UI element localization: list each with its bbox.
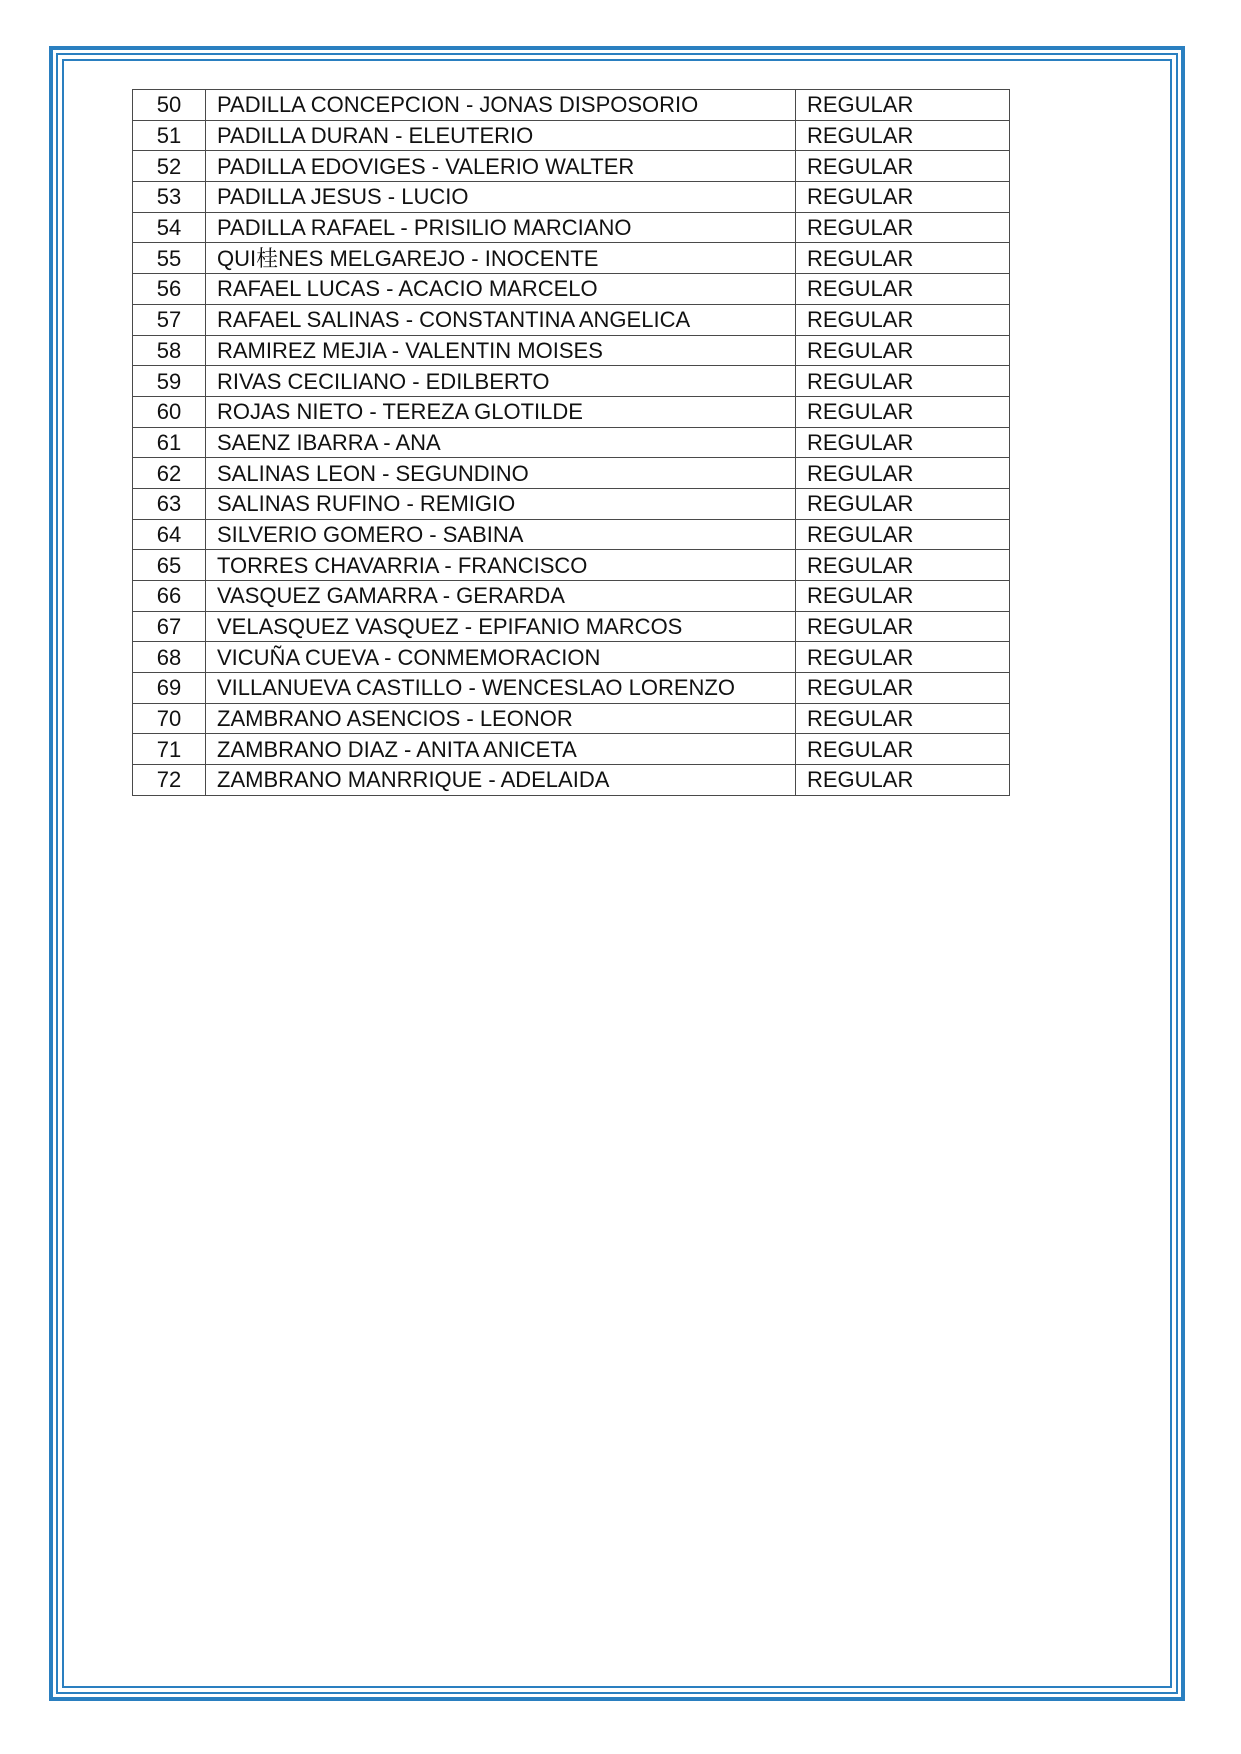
table-row: [133, 243, 1010, 274]
row-number-cell: 70: [133, 703, 206, 734]
status-cell: REGULAR: [796, 151, 1010, 182]
member-name-cell: PADILLA JESUS - LUCIO: [206, 182, 796, 213]
member-name-cell: QUI桂NES MELGAREJO - INOCENTE: [206, 243, 796, 274]
member-name-cell: VILLANUEVA CASTILLO - WENCESLAO LORENZO: [206, 673, 796, 704]
row-number-cell: 71: [133, 734, 206, 765]
member-name-cell: PADILLA RAFAEL - PRISILIO MARCIANO: [206, 212, 796, 243]
member-name-cell: VICUÑA CUEVA - CONMEMORACION: [206, 642, 796, 673]
status-cell: REGULAR: [796, 458, 1010, 489]
table-row: [133, 734, 1010, 765]
status-cell: REGULAR: [796, 212, 1010, 243]
member-name-cell: SILVERIO GOMERO - SABINA: [206, 519, 796, 550]
member-name-cell: VASQUEZ GAMARRA - GERARDA: [206, 581, 796, 612]
table-row: [133, 642, 1010, 673]
row-number-cell: 68: [133, 642, 206, 673]
table-row: [133, 673, 1010, 704]
table-row: [133, 335, 1010, 366]
status-cell: REGULAR: [796, 182, 1010, 213]
status-cell: REGULAR: [796, 243, 1010, 274]
table-row: [133, 151, 1010, 182]
row-number-cell: 69: [133, 673, 206, 704]
table-row: [133, 212, 1010, 243]
row-number-cell: 53: [133, 182, 206, 213]
row-number-cell: 60: [133, 396, 206, 427]
table-row: [133, 550, 1010, 581]
table-row: [133, 304, 1010, 335]
row-number-cell: 62: [133, 458, 206, 489]
member-name-cell: TORRES CHAVARRIA - FRANCISCO: [206, 550, 796, 581]
row-number-cell: 51: [133, 120, 206, 151]
status-cell: REGULAR: [796, 120, 1010, 151]
row-number-cell: 58: [133, 335, 206, 366]
row-number-cell: 63: [133, 488, 206, 519]
row-number-cell: 54: [133, 212, 206, 243]
row-number-cell: 59: [133, 366, 206, 397]
member-name-cell: RAFAEL SALINAS - CONSTANTINA ANGELICA: [206, 304, 796, 335]
member-name-cell: PADILLA CONCEPCION - JONAS DISPOSORIO: [206, 90, 796, 121]
status-cell: REGULAR: [796, 519, 1010, 550]
table-row: [133, 366, 1010, 397]
table-row: [133, 611, 1010, 642]
status-cell: REGULAR: [796, 581, 1010, 612]
status-cell: REGULAR: [796, 765, 1010, 796]
status-cell: REGULAR: [796, 550, 1010, 581]
member-name-cell: RIVAS CECILIANO - EDILBERTO: [206, 366, 796, 397]
table-row: [133, 703, 1010, 734]
table-row: [133, 488, 1010, 519]
row-number-cell: 61: [133, 427, 206, 458]
member-name-cell: SALINAS RUFINO - REMIGIO: [206, 488, 796, 519]
table-row: [133, 90, 1010, 121]
table-row: [133, 120, 1010, 151]
member-name-cell: ZAMBRANO MANRRIQUE - ADELAIDA: [206, 765, 796, 796]
member-name-cell: SALINAS LEON - SEGUNDINO: [206, 458, 796, 489]
table-row: [133, 519, 1010, 550]
status-cell: REGULAR: [796, 335, 1010, 366]
member-name-cell: PADILLA EDOVIGES - VALERIO WALTER: [206, 151, 796, 182]
member-name-cell: ROJAS NIETO - TEREZA GLOTILDE: [206, 396, 796, 427]
status-cell: REGULAR: [796, 734, 1010, 765]
status-cell: REGULAR: [796, 488, 1010, 519]
row-number-cell: 50: [133, 90, 206, 121]
table-row: [133, 581, 1010, 612]
status-cell: REGULAR: [796, 396, 1010, 427]
table-row: [133, 274, 1010, 305]
status-cell: REGULAR: [796, 90, 1010, 121]
status-cell: REGULAR: [796, 366, 1010, 397]
status-cell: REGULAR: [796, 611, 1010, 642]
table-row: [133, 396, 1010, 427]
table-row: [133, 458, 1010, 489]
member-roster-table: [132, 89, 1010, 796]
status-cell: REGULAR: [796, 274, 1010, 305]
status-cell: REGULAR: [796, 427, 1010, 458]
table-row: [133, 427, 1010, 458]
status-cell: REGULAR: [796, 673, 1010, 704]
row-number-cell: 57: [133, 304, 206, 335]
row-number-cell: 72: [133, 765, 206, 796]
status-cell: REGULAR: [796, 304, 1010, 335]
status-cell: REGULAR: [796, 642, 1010, 673]
row-number-cell: 52: [133, 151, 206, 182]
member-name-cell: PADILLA DURAN - ELEUTERIO: [206, 120, 796, 151]
roster-table-body: [133, 90, 1010, 796]
member-name-cell: RAMIREZ MEJIA - VALENTIN MOISES: [206, 335, 796, 366]
row-number-cell: 67: [133, 611, 206, 642]
member-name-cell: RAFAEL LUCAS - ACACIO MARCELO: [206, 274, 796, 305]
row-number-cell: 56: [133, 274, 206, 305]
row-number-cell: 55: [133, 243, 206, 274]
member-name-cell: ZAMBRANO ASENCIOS - LEONOR: [206, 703, 796, 734]
row-number-cell: 66: [133, 581, 206, 612]
member-name-cell: VELASQUEZ VASQUEZ - EPIFANIO MARCOS: [206, 611, 796, 642]
row-number-cell: 65: [133, 550, 206, 581]
member-name-cell: ZAMBRANO DIAZ - ANITA ANICETA: [206, 734, 796, 765]
member-name-cell: SAENZ IBARRA - ANA: [206, 427, 796, 458]
table-row: [133, 182, 1010, 213]
table-row: [133, 765, 1010, 796]
row-number-cell: 64: [133, 519, 206, 550]
status-cell: REGULAR: [796, 703, 1010, 734]
